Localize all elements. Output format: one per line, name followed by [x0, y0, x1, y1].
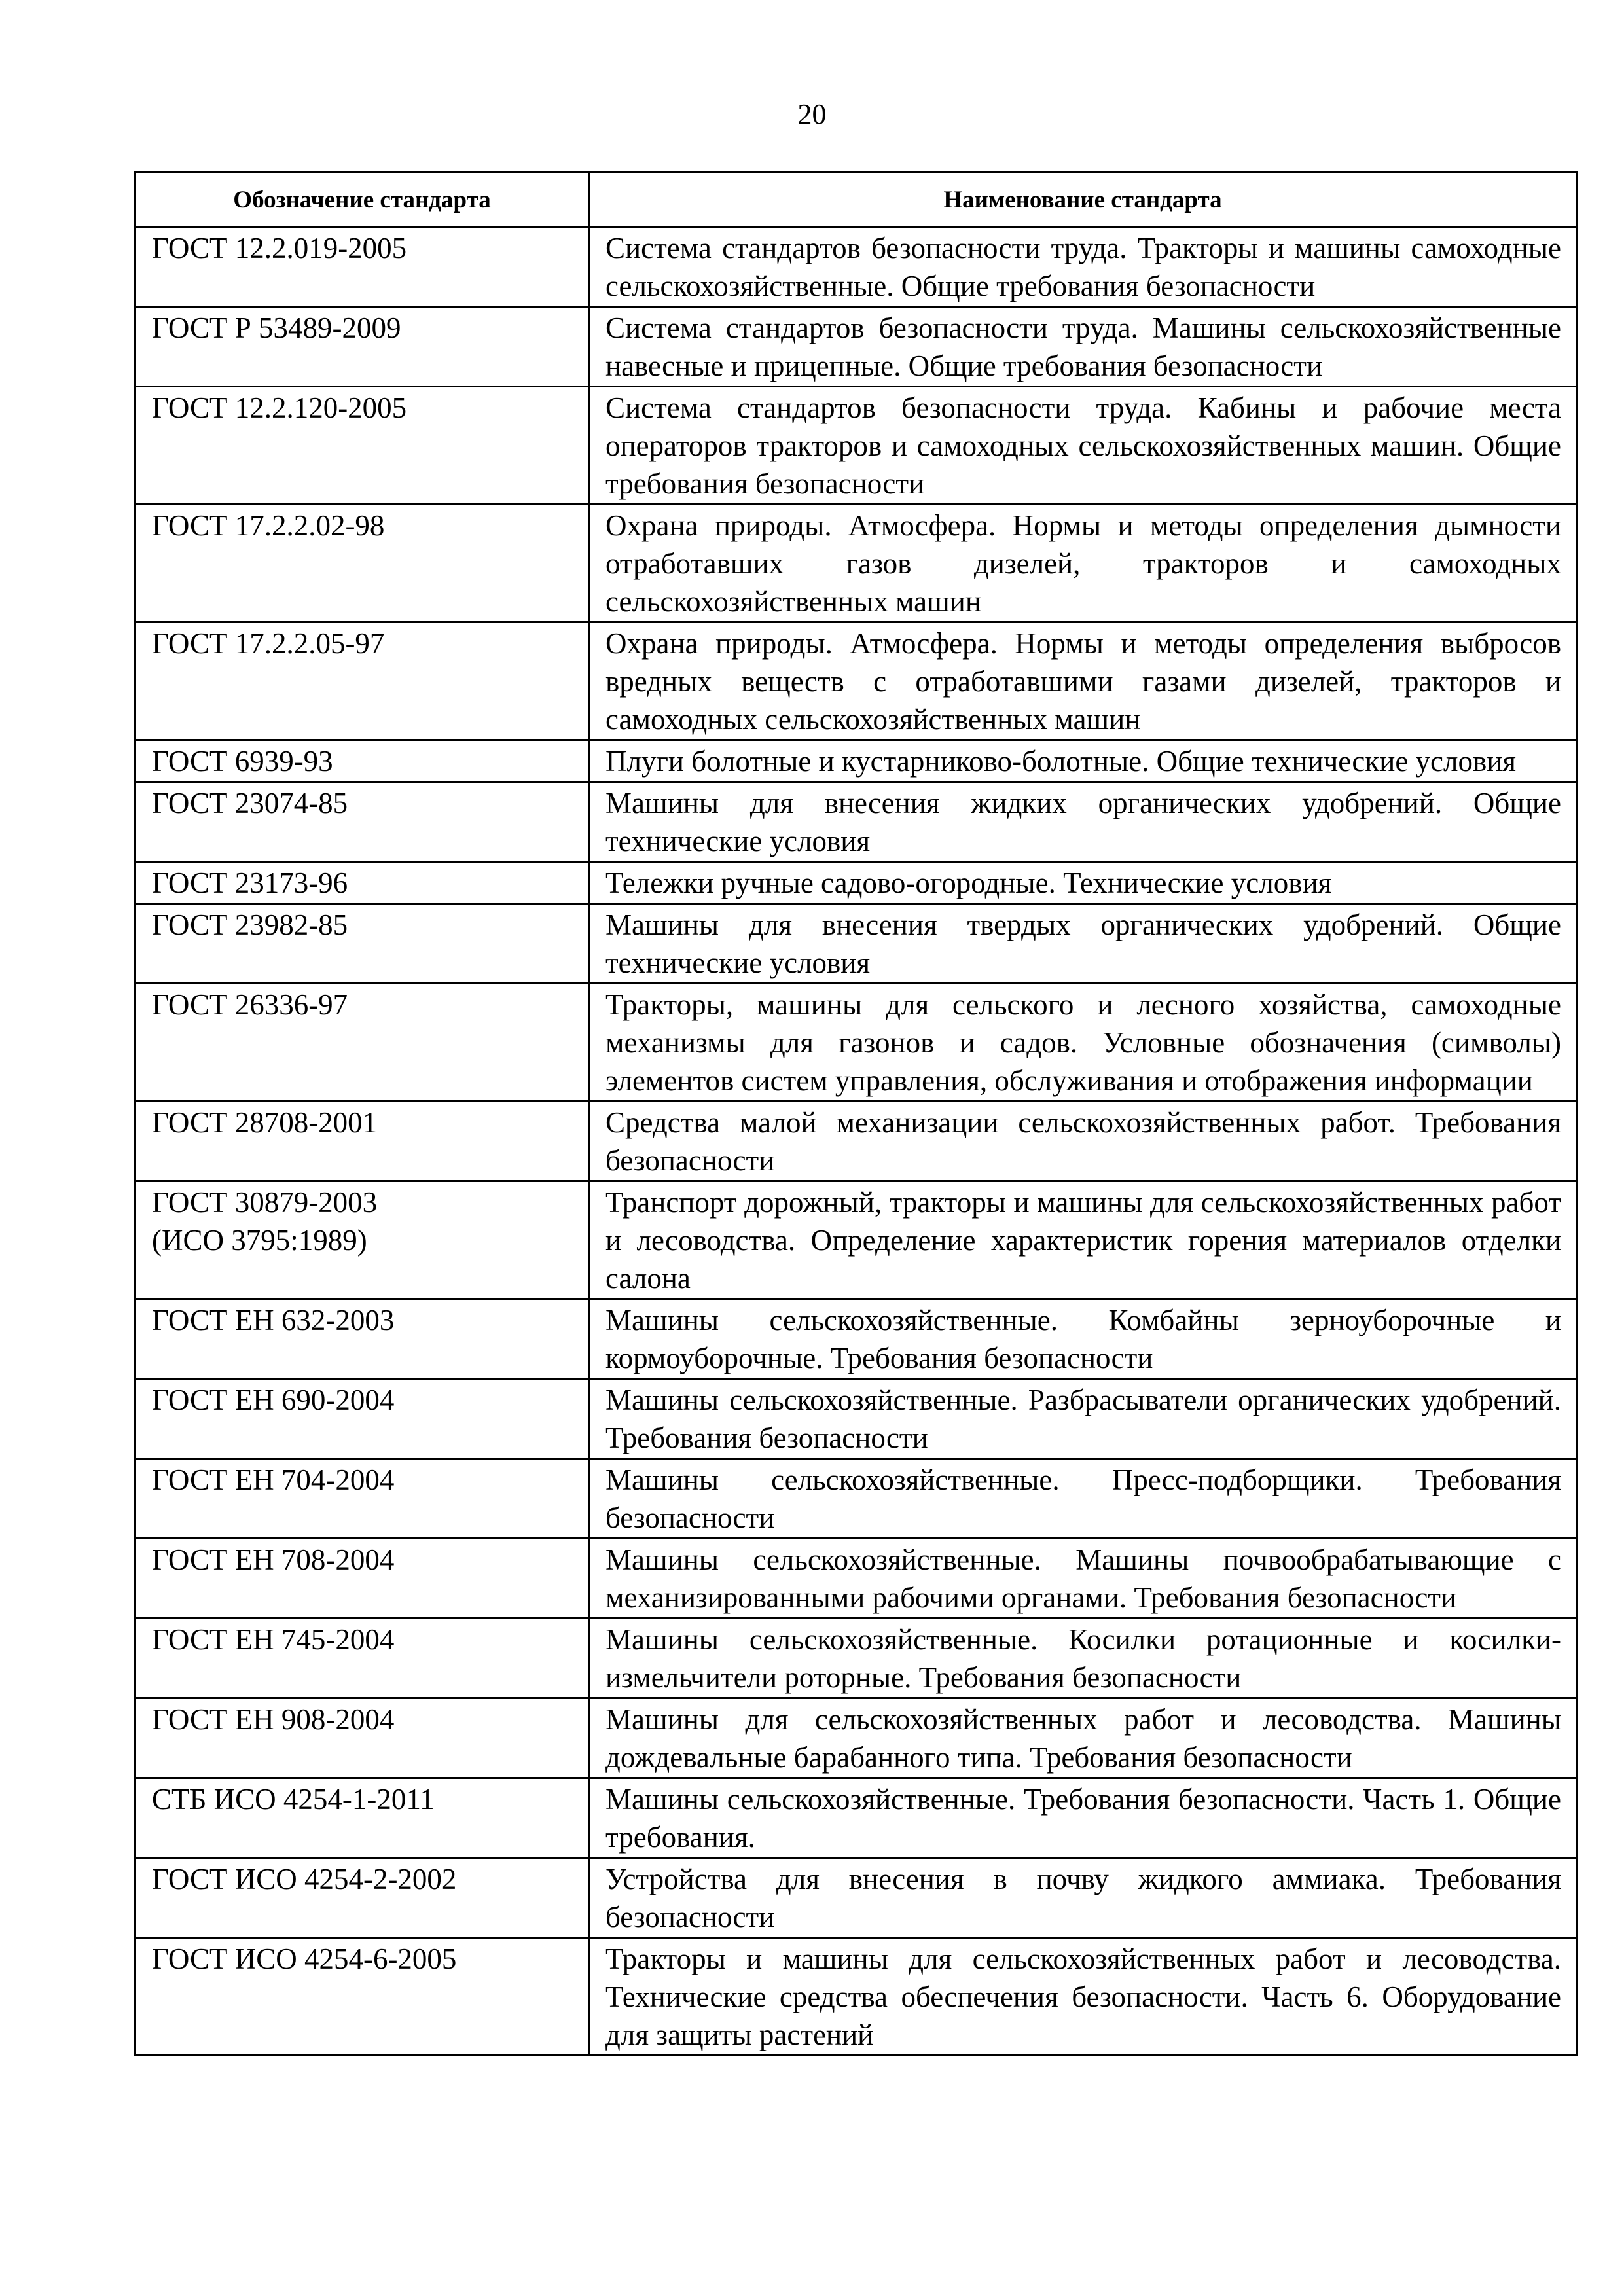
table-row [135, 782, 1577, 862]
standard-code-cell [135, 1778, 589, 1858]
standard-name: Тележки ручные садово-огородные. Технические условия [589, 862, 1577, 904]
standard-code-cell [135, 505, 589, 622]
standard-code-cell [135, 387, 589, 505]
standard-name: Тракторы, машины для сельского и лесного хозяйства, самоходные механизмы для газонов и садов. Условные обозначения (символы) элементов систем управления, обслуживания и отображения информации [589, 984, 1577, 1102]
header-code: Обозначение стандарта [135, 173, 589, 227]
standard-name: Машины для внесения жидких органических удобрений. Общие технические условия [589, 782, 1577, 862]
table-row [135, 984, 1577, 1102]
table-row [135, 307, 1577, 387]
standard-code: ГОСТ ЕН 908-2004 [152, 1703, 395, 1736]
table-row [135, 1181, 1577, 1299]
standard-code: ГОСТ 23173-96 [152, 867, 348, 899]
standard-code: ГОСТ ЕН 690-2004 [152, 1384, 395, 1416]
standard-name: Машины сельскохозяйственные. Требования безопасности. Часть 1. Общие требования. [589, 1778, 1577, 1858]
table-row [135, 862, 1577, 904]
standard-name: Тракторы и машины для сельскохозяйственных работ и лесоводства. Технические средства обеспечения безопасности. Часть 6. Оборудование для защиты растений [589, 1938, 1577, 2056]
standard-code: ГОСТ 23074-85 [152, 787, 348, 819]
standard-code-cell [135, 782, 589, 862]
standard-code: ГОСТ ЕН 704-2004 [152, 1463, 395, 1496]
table-row [135, 1379, 1577, 1459]
standard-code: ГОСТ 12.2.120-2005 [152, 391, 407, 424]
standard-code-cell [135, 1539, 589, 1619]
standard-code-cell [135, 622, 589, 740]
standard-code: ГОСТ ИСО 4254-6-2005 [152, 1943, 457, 1975]
standard-name: Машины для внесения твердых органических удобрений. Общие технические условия [589, 904, 1577, 984]
standard-code-cell [135, 1299, 589, 1379]
standard-name: Машины сельскохозяйственные. Разбрасыватели органических удобрений. Требования безопасности [589, 1379, 1577, 1459]
standard-code-cell [135, 1858, 589, 1938]
standard-code-cell [135, 227, 589, 307]
table-row [135, 622, 1577, 740]
table-row [135, 1858, 1577, 1938]
standard-name: Машины сельскохозяйственные. Пресс-подборщики. Требования безопасности [589, 1459, 1577, 1539]
standard-name: Устройства для внесения в почву жидкого аммиака. Требования безопасности [589, 1858, 1577, 1938]
table-header-row [135, 173, 1577, 227]
standard-code: СТБ ИСО 4254-1-2011 [152, 1783, 435, 1816]
table-row [135, 387, 1577, 505]
standard-code-cell [135, 984, 589, 1102]
standard-code: ГОСТ 23982-85 [152, 908, 348, 941]
table-row [135, 1539, 1577, 1619]
table-row [135, 1102, 1577, 1181]
standard-name: Машины для сельскохозяйственных работ и лесоводства. Машины дождевальные барабанного типа. Требования безопасности [589, 1698, 1577, 1778]
standard-name: Машины сельскохозяйственные. Косилки ротационные и косилки-измельчители роторные. Требования безопасности [589, 1619, 1577, 1698]
standard-code-cell [135, 1379, 589, 1459]
standard-code: ГОСТ ЕН 632-2003 [152, 1304, 395, 1336]
table-row [135, 1698, 1577, 1778]
standard-name: Охрана природы. Атмосфера. Нормы и методы определения выбросов вредных веществ с отработавшими газами дизелей, тракторов и самоходных сельскохозяйственных машин [589, 622, 1577, 740]
table-row [135, 1619, 1577, 1698]
standard-code-cell [135, 904, 589, 984]
table-row [135, 505, 1577, 622]
standard-code: ГОСТ ЕН 745-2004 [152, 1623, 395, 1656]
standard-name: Система стандартов безопасности труда. Машины сельскохозяйственные навесные и прицепные. Общие требования безопасности [589, 307, 1577, 387]
standard-code-cell [135, 1459, 589, 1539]
standard-code: ГОСТ 28708-2001 [152, 1106, 378, 1139]
table-body [135, 227, 1577, 2056]
table-row [135, 740, 1577, 782]
standard-code: ГОСТ 30879-2003 [152, 1186, 378, 1219]
standard-name: Машины сельскохозяйственные. Комбайны зерноуборочные и кормоуборочные. Требования безопасности [589, 1299, 1577, 1379]
standard-code-cell [135, 862, 589, 904]
table-row [135, 1299, 1577, 1379]
standard-name: Плуги болотные и кустарниково-болотные. Общие технические условия [589, 740, 1577, 782]
standard-name: Транспорт дорожный, тракторы и машины для сельскохозяйственных работ и лесоводства. Определение характеристик горения материалов отделки салона [589, 1181, 1577, 1299]
page-number: 20 [797, 98, 827, 130]
table-row [135, 1938, 1577, 2056]
standard-code: ГОСТ ЕН 708-2004 [152, 1543, 395, 1576]
standard-code-alt: (ИСО 3795:1989) [152, 1224, 367, 1257]
table-row [135, 1459, 1577, 1539]
standard-name: Охрана природы. Атмосфера. Нормы и методы определения дымности отработавших газов дизелей, тракторов и самоходных сельскохозяйственных машин [589, 505, 1577, 622]
standard-code: ГОСТ 17.2.2.02-98 [152, 509, 385, 542]
standard-code-cell [135, 307, 589, 387]
standard-code-cell [135, 1938, 589, 2056]
standard-name: Средства малой механизации сельскохозяйственных работ. Требования безопасности [589, 1102, 1577, 1181]
table-row [135, 227, 1577, 307]
header-name: Наименование стандарта [589, 173, 1577, 227]
standard-code-cell [135, 1181, 589, 1299]
table-row [135, 904, 1577, 984]
standard-name: Система стандартов безопасности труда. Тракторы и машины самоходные сельскохозяйственные. Общие требования безопасности [589, 227, 1577, 307]
standard-code: ГОСТ 26336-97 [152, 988, 348, 1021]
standard-code: ГОСТ 12.2.019-2005 [152, 232, 407, 264]
standard-code: ГОСТ ИСО 4254-2-2002 [152, 1863, 457, 1895]
standard-code: ГОСТ Р 53489-2009 [152, 312, 401, 344]
standard-code-cell [135, 1619, 589, 1698]
standard-name: Машины сельскохозяйственные. Машины почвообрабатывающие с механизированными рабочими органами. Требования безопасности [589, 1539, 1577, 1619]
table-row [135, 1778, 1577, 1858]
standard-code: ГОСТ 6939-93 [152, 745, 333, 778]
standard-code-cell [135, 1698, 589, 1778]
standard-code-cell [135, 740, 589, 782]
standard-code: ГОСТ 17.2.2.05-97 [152, 627, 385, 660]
standards-table [134, 171, 1578, 2056]
standard-code-cell [135, 1102, 589, 1181]
standard-name: Система стандартов безопасности труда. Кабины и рабочие места операторов тракторов и самоходных сельскохозяйственных машин. Общие требования безопасности [589, 387, 1577, 505]
